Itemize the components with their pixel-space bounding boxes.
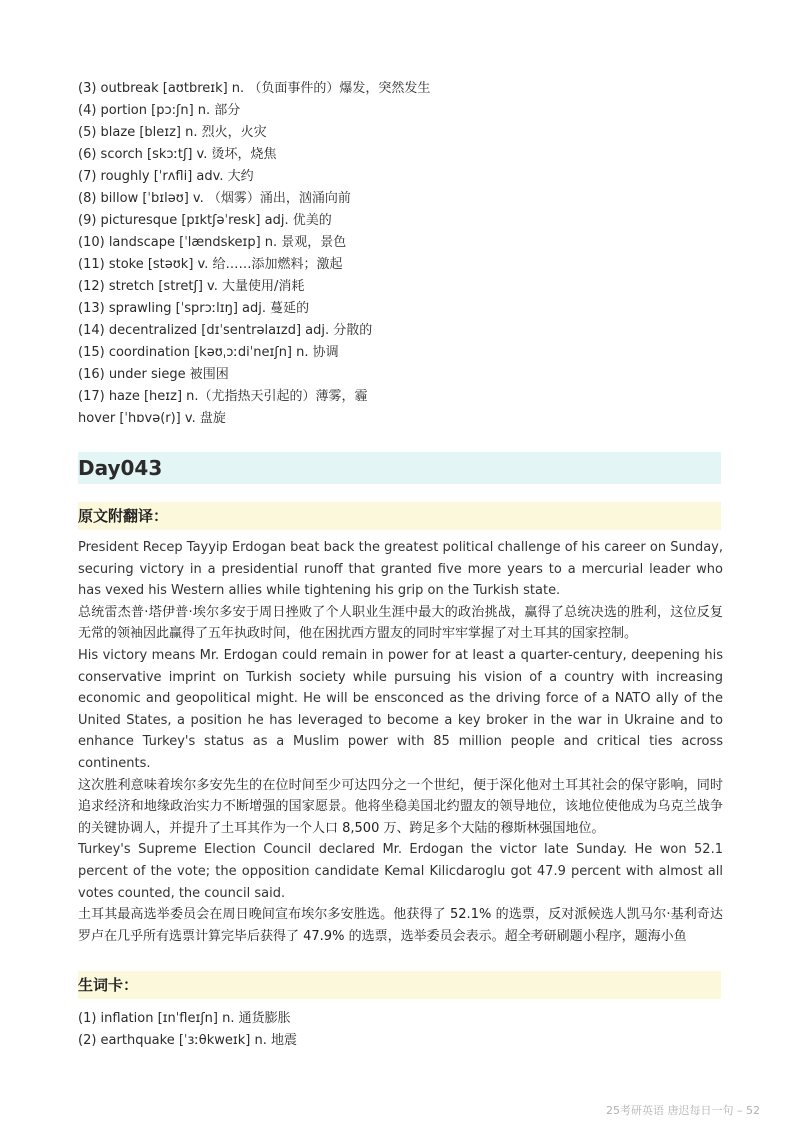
section-header-vocab <box>78 971 721 999</box>
vocab-item: (1) inflation [ɪnˈfleɪʃn] n. 通货膨胀 <box>78 1011 291 1026</box>
vocab-item: (9) picturesque [pɪktʃəˈresk] adj. 优美的 <box>78 213 332 228</box>
vocab-item: (13) sprawling [ˈsprɔːlɪŋ] adj. 蔓延的 <box>78 301 310 316</box>
section-title: 原文附翻译： <box>78 507 169 525</box>
vocab-item: (4) portion [pɔ:ʃn] n. 部分 <box>78 103 241 118</box>
paragraph-chinese: 这次胜利意味着埃尔多安先生的在位时间至少可达四分之一个世纪，便于深化他对土耳其社会的保守影响，同时追求经济和地缘政治实力不断增强的国家愿景。他将坐稳美国北约盟友的领导地位，该地位使他成为乌克兰战争的关键协调人，并提升了土耳其作为一个人口 8,500 万、跨足多个大陆的穆斯林强国地位。 <box>78 777 723 836</box>
vocab-item: (16) under siege 被围困 <box>78 367 229 382</box>
day-title: Day043 <box>78 456 163 480</box>
section-header-translation <box>78 502 721 530</box>
vocab-item: (8) billow [ˈbɪləʊ] v. （烟雾）涌出，汹涌向前 <box>78 191 351 206</box>
vocab-item: (2) earthquake [ˈɜːθkweɪk] n. 地震 <box>78 1033 297 1048</box>
vocab-item: (15) coordination [kəʊˌɔːdiˈneɪʃn] n. 协调 <box>78 345 339 360</box>
vocab-list-bottom <box>78 1008 738 1052</box>
day-banner <box>78 452 721 484</box>
passage <box>78 537 723 947</box>
vocab-item: (17) haze [heɪz] n.（尤指热天引起的）薄雾，霾 <box>78 389 368 404</box>
vocab-item: (10) landscape [ˈlændskeɪp] n. 景观，景色 <box>78 235 347 250</box>
vocab-item: hover [ˈhɒvə(r)] v. 盘旋 <box>78 411 226 426</box>
vocab-item: (7) roughly [ˈrʌfli] adv. 大约 <box>78 169 254 184</box>
vocab-item: (3) outbreak [aʊtbreɪk] n. （负面事件的）爆发，突然发生 <box>78 81 431 96</box>
paragraph-english: His victory means Mr. Erdogan could remain in power for at least a quarter-century, deepening his conservative imprint on Turkish society while pursuing his vision of a country with increasing economic and geopolitical might. He will be ensconced as the driving force of a NATO ally of the United States, a position he has leveraged to become a key broker in the war in Ukraine and to enhance Turkey's status as a Muslim power with 85 million people and critical ties across continents. <box>78 647 723 771</box>
page-footer: 25考研英语 唐迟每日一句 – 52 <box>606 1104 760 1117</box>
vocab-item: (12) stretch [stretʃ] v. 大量使用/消耗 <box>78 279 305 294</box>
paragraph-chinese: 总统雷杰普·塔伊普·埃尔多安于周日挫败了个人职业生涯中最大的政治挑战，赢得了总统决选的胜利，这位反复无常的领袖因此赢得了五年执政时间，他在困扰西方盟友的同时牢牢掌握了对土耳其的国家控制。 <box>78 604 723 642</box>
vocab-item: (6) scorch [skɔːtʃ] v. 烫坏，烧焦 <box>78 147 277 162</box>
paragraph-english: President Recep Tayyip Erdogan beat back the greatest political challenge of his career on Sunday, securing victory in a presidential runoff that granted five more years to a mercurial leader who has vexed his Western allies while tightening his grip on the Turkish state. <box>78 540 723 599</box>
section-title: 生词卡： <box>78 976 139 994</box>
paragraph-chinese: 土耳其最高选举委员会在周日晚间宣布埃尔多安胜选。他获得了 52.1% 的选票，反对派候选人凯马尔·基利奇达罗卢在几乎所有选票计算完毕后获得了 47.9% 的选票，选举委员会表示。超全考研刷题小程序，题海小鱼 <box>78 907 723 944</box>
vocab-item: (14) decentralized [dɪˈsentrəlaɪzd] adj. 分散的 <box>78 323 373 338</box>
paragraph-english: Turkey's Supreme Election Council declared Mr. Erdogan the victor late Sunday. He won 52.1 percent of the vote; the opposition candidate Kemal Kilicdaroglu got 47.9 percent with almost all votes counted, the council said. <box>78 842 723 901</box>
vocab-list-top <box>78 78 738 430</box>
vocab-item: (11) stoke [stəʊk] v. 给……添加燃料；激起 <box>78 257 343 272</box>
vocab-item: (5) blaze [bleɪz] n. 烈火，火灾 <box>78 125 267 140</box>
